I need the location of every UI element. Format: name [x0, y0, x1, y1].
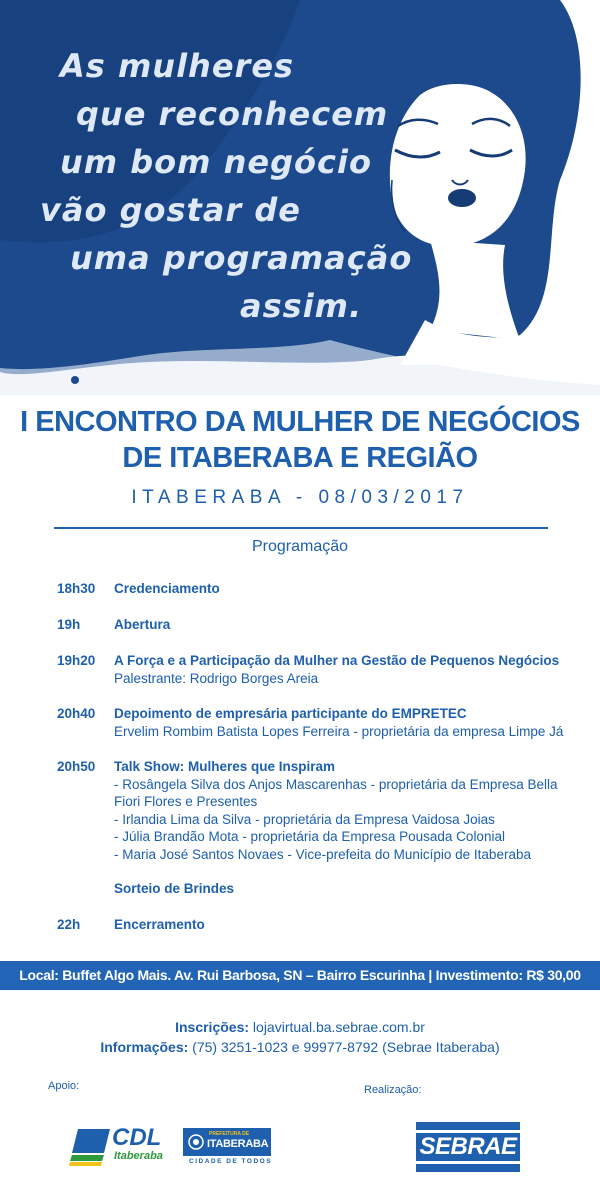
event-title	[0, 404, 600, 476]
prefeitura-slogan: CIDADE DE TODOS	[189, 1158, 273, 1165]
schedule-detail: - Rosângela Silva dos Anjos Mascarenhas - proprietária da Empresa Bella	[114, 776, 558, 792]
cdl-logo	[68, 1125, 178, 1167]
info-phones: (75) 3251-1023 e 99977-8792 (Sebrae Itaberaba)	[192, 1039, 500, 1055]
inscricoes-link[interactable]: lojavirtual.ba.sebrae.com.br	[252, 1019, 425, 1035]
apoio-label: Apoio:	[48, 1080, 80, 1092]
cdl-emblem-icon	[68, 1127, 112, 1167]
hero-banner	[0, 0, 600, 395]
schedule-time: 20h50	[57, 759, 96, 774]
event-title-line: DE ITABERABA E REGIÃO	[122, 442, 478, 474]
contact-info	[0, 1017, 600, 1057]
schedule-time: 19h	[57, 617, 81, 632]
slogan-line: que reconhecem	[76, 95, 389, 133]
divider	[54, 527, 548, 529]
hero-slogan	[40, 42, 420, 330]
schedule-time: 20h40	[57, 706, 96, 721]
prefeitura-small-text: PREFEITURA DE	[209, 1131, 250, 1137]
sebrae-logo	[416, 1122, 521, 1172]
schedule-title: Abertura	[114, 617, 171, 632]
slogan-line: uma programação	[70, 239, 413, 277]
cdl-logo-subtext: Itaberaba	[114, 1150, 163, 1162]
slogan-line: As mulheres	[60, 47, 295, 85]
cdl-logo-text: CDL	[112, 1124, 162, 1151]
info-label: Informações:	[100, 1039, 189, 1055]
event-title-line: I ENCONTRO DA MULHER DE NEGÓCIOS	[20, 406, 580, 438]
schedule-detail: - Maria José Santos Novaes - Vice-prefeita do Município de Itaberaba	[114, 846, 531, 862]
program-heading: Programação	[251, 538, 349, 555]
schedule-title: Encerramento	[114, 917, 205, 932]
slogan-line: vão gostar de	[40, 191, 301, 229]
slogan-line: um bom negócio	[60, 143, 372, 181]
venue-bar: Local: Buffet Algo Mais. Av. Rui Barbosa, SN – Bairro Escurinha | Investimento: R$ 30,00	[0, 961, 600, 990]
prefeitura-itaberaba-logo	[183, 1128, 273, 1166]
prefeitura-name: ITABERABA	[207, 1138, 269, 1150]
schedule-title: Credenciamento	[114, 581, 220, 596]
schedule-detail: Ervelim Rombim Batista Lopes Ferreira - proprietária da empresa Limpe Já	[114, 723, 564, 739]
schedule-time: 22h	[57, 917, 81, 932]
schedule-time: 19h20	[57, 653, 96, 668]
schedule-detail: - Irlandia Lima da Silva - proprietária da Empresa Vaidosa Joias	[114, 811, 495, 827]
schedule-detail: Palestrante: Rodrigo Borges Areia	[114, 670, 319, 686]
schedule-detail: - Júlia Brandão Mota - proprietária da Empresa Pousada Colonial	[114, 829, 505, 844]
schedule-title: Talk Show: Mulheres que Inspiram	[114, 759, 336, 774]
prefeitura-emblem-icon	[188, 1134, 204, 1150]
schedule-time: 18h30	[57, 581, 96, 596]
sebrae-logo-text: SEBRAE	[419, 1133, 517, 1160]
event-place-date: ITABERABA - 08/03/2017	[131, 487, 469, 508]
inscricoes-label: Inscrições:	[175, 1019, 250, 1035]
schedule-title: Sorteio de Brindes	[114, 881, 235, 896]
realizacao-label: Realização:	[364, 1084, 422, 1096]
slogan-line: assim.	[240, 287, 363, 325]
schedule-title: A Força e a Participação da Mulher na Gestão de Pequenos Negócios	[114, 653, 560, 668]
schedule-title: Depoimento de empresária participante do EMPRETEC	[114, 706, 467, 721]
schedule-detail: Fiori Flores e Presentes	[114, 794, 258, 809]
